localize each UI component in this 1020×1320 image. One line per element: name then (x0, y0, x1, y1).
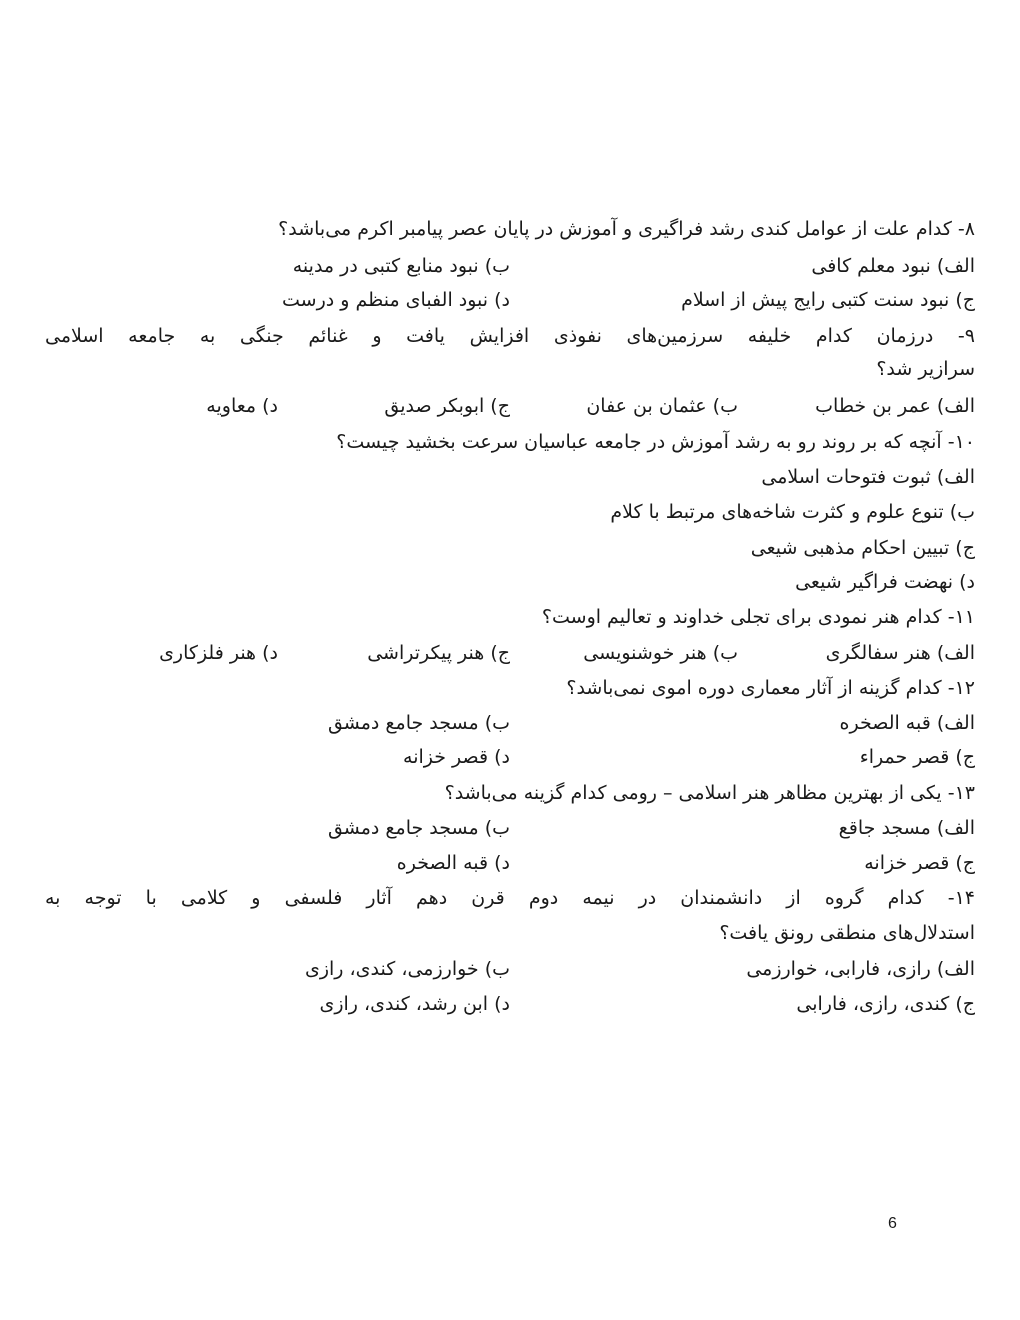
q8-option-b: ب) نبود منابع کتبی در مدینه (292, 255, 510, 277)
question-14-line2: استدلال‌های منطقی رونق یافت؟ (719, 922, 975, 944)
page-number: 6 (888, 1215, 897, 1232)
q11-option-a: الف) هنر سفالگری (825, 642, 975, 664)
q9-option-b: ب) عثمان بن عفان (586, 395, 738, 417)
question-11: ۱۱- کدام هنر نمودی برای تجلی خداوند و تعالیم اوست؟ (541, 606, 975, 628)
q13-option-c: ج) قصر خزانه (864, 852, 975, 874)
q12-option-b: ب) مسجد جامع دمشق (327, 712, 510, 734)
q10-option-d: د) نهضت فراگیر شیعی (795, 571, 975, 593)
question-9-line2: سرازیر شد؟ (876, 358, 975, 380)
q14-option-c: ج) کندی، رازی، فارابی (796, 993, 975, 1015)
q14-option-d: د) ابن رشد، کندی، رازی (319, 993, 510, 1015)
q9-option-c: ج) ابوبکر صدیق (384, 395, 510, 417)
q11-option-c: ج) هنر پیکرتراشی (367, 642, 510, 664)
q12-option-d: د) قصر خزانه (403, 746, 510, 768)
q10-option-c: ج) تبیین احکام مذهبی شیعی (750, 537, 975, 559)
question-14-line1: ۱۴- کدام گروه از دانشمندان در نیمه دوم قرن دهم آثار فلسفی و کلامی با توجه به (45, 887, 975, 909)
q8-option-d: د) نبود الفبای منظم و درست (282, 289, 510, 311)
q11-option-d: د) هنر فلزکاری (159, 642, 278, 664)
q12-option-c: ج) قصر حمراء (859, 746, 975, 768)
question-10: ۱۰- آنچه که بر روند رو به رشد آموزش در جامعه عباسیان سرعت بخشید چیست؟ (336, 431, 975, 453)
q13-option-a: الف) مسجد جاقع (838, 817, 975, 839)
question-9-line1: ۹- درزمان کدام خلیفه سرزمین‌های نفوذی افزایش یافت و غنائم جنگی به جامعه اسلامی (45, 325, 975, 347)
question-13: ۱۳- یکی از بهترین مظاهر هنر اسلامی – رومی کدام گزینه می‌باشد؟ (444, 782, 975, 804)
q11-option-b: ب) هنر خوشنویسی (583, 642, 738, 664)
q9-option-a: الف) عمر بن خطاب (815, 395, 975, 417)
q13-option-d: د) قبه الصخره (396, 852, 510, 874)
q8-option-c: ج) نبود سنت کتبی رایج پیش از اسلام (681, 289, 975, 311)
q9-option-d: د) معاویه (206, 395, 278, 417)
q8-option-a: الف) نبود معلم کافی (811, 255, 975, 277)
question-8: ۸- کدام علت از عوامل کندی رشد فراگیری و آموزش در پایان عصر پیامبر اکرم می‌باشد؟ (278, 218, 975, 240)
q13-option-b: ب) مسجد جامع دمشق (327, 817, 510, 839)
question-12: ۱۲- کدام گزینه از آثار معماری دوره اموی نمی‌باشد؟ (566, 677, 975, 699)
q10-option-a: الف) ثبوت فتوحات اسلامی (761, 466, 975, 488)
q14-option-a: الف) رازی، فارابی، خوارزمی (746, 958, 975, 980)
q10-option-b: ب) تنوع علوم و کثرت شاخه‌های مرتبط با کلام (610, 501, 975, 523)
q14-option-b: ب) خوارزمی، کندی، رازی (304, 958, 510, 980)
q12-option-a: الف) قبه الصخره (839, 712, 975, 734)
